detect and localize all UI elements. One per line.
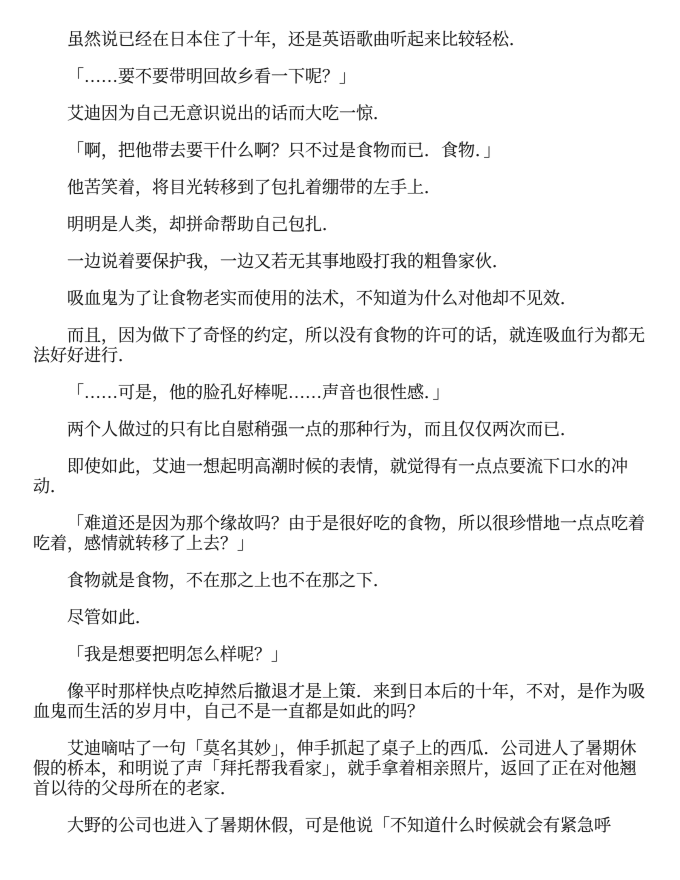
text-line: 吸血鬼为了让食物老实而使用的法术，不知道为什么对他却不见效． <box>67 289 577 308</box>
paragraph <box>33 289 650 309</box>
paragraph <box>33 67 650 87</box>
paragraph <box>33 420 650 440</box>
paragraph <box>33 252 650 272</box>
paragraph <box>33 645 650 665</box>
text-line: 「难道还是因为那个缘故吗？由于是很好吃的食物，所以很珍惜地一点点吃着 <box>67 514 645 533</box>
text-line: 尽管如此． <box>67 608 152 627</box>
text-line: 食物就是食物，不在那之上也不在那之下． <box>67 571 390 590</box>
text-line: 「……要不要带明回故乡看一下呢？」 <box>67 67 356 86</box>
text-content <box>33 30 650 836</box>
paragraph <box>33 816 650 836</box>
paragraph <box>33 30 650 50</box>
paragraph <box>33 178 650 198</box>
paragraph <box>33 141 650 161</box>
paragraph <box>33 739 650 799</box>
text-line: 首以待的父母所在的老家． <box>33 779 237 798</box>
paragraph <box>33 608 650 628</box>
paragraph <box>33 571 650 591</box>
text-line: 假的桥本，和明说了声「拜托帮我看家」，就手拿着相亲照片，返回了正在对他翘 <box>33 759 637 778</box>
text-line: 「我是想要把明怎么样呢？」 <box>67 645 288 664</box>
paragraph <box>33 682 650 722</box>
paragraph <box>33 326 650 366</box>
text-line: 大野的公司也进入了暑期休假，可是他说「不知道什么时候就会有紧急呼 <box>67 816 611 835</box>
paragraph <box>33 215 650 235</box>
text-line: 虽然说已经在日本住了十年，还是英语歌曲听起来比较轻松． <box>67 30 526 49</box>
text-line: 法好好进行． <box>33 346 135 365</box>
text-line: 明明是人类，却拼命帮助自己包扎． <box>67 215 339 234</box>
text-line: 一边说着要保护我，一边又若无其事地殴打我的粗鲁家伙． <box>67 252 509 271</box>
text-line: 像平时那样快点吃掉然后撤退才是上策．来到日本后的十年，不对，是作为吸 <box>67 682 645 701</box>
text-line: 艾迪嘀咕了一句「莫名其妙」，伸手抓起了桌子上的西瓜．公司进人了暑期休 <box>67 739 637 758</box>
text-line: 他苦笑着，将目光转移到了包扎着绷带的左手上． <box>67 178 441 197</box>
text-line: 两个人做过的只有比自慰稍强一点的那种行为，而且仅仅两次而已． <box>67 420 577 439</box>
text-line: 而且，因为做下了奇怪的约定，所以没有食物的许可的话，就连吸血行为都无 <box>67 326 645 345</box>
text-line: 血鬼而生活的岁月中，自己不是一直都是如此的吗？ <box>33 702 424 721</box>
text-line: 「……可是，他的脸孔好棒呢……声音也很性感．」 <box>67 383 450 402</box>
text-line: 「啊，把他带去要干什么啊？只不过是食物而已．食物．」 <box>67 141 501 160</box>
paragraph <box>33 383 650 403</box>
paragraph <box>33 457 650 497</box>
paragraph <box>33 104 650 124</box>
text-line: 动． <box>33 477 67 496</box>
paragraph <box>33 514 650 554</box>
text-line: 艾迪因为自己无意识说出的话而大吃一惊． <box>67 104 390 123</box>
text-line: 即使如此，艾迪一想起明高潮时候的表情，就觉得有一点点要流下口水的冲 <box>67 457 628 476</box>
text-line: 吃着，感情就转移了上去？」 <box>33 534 254 553</box>
